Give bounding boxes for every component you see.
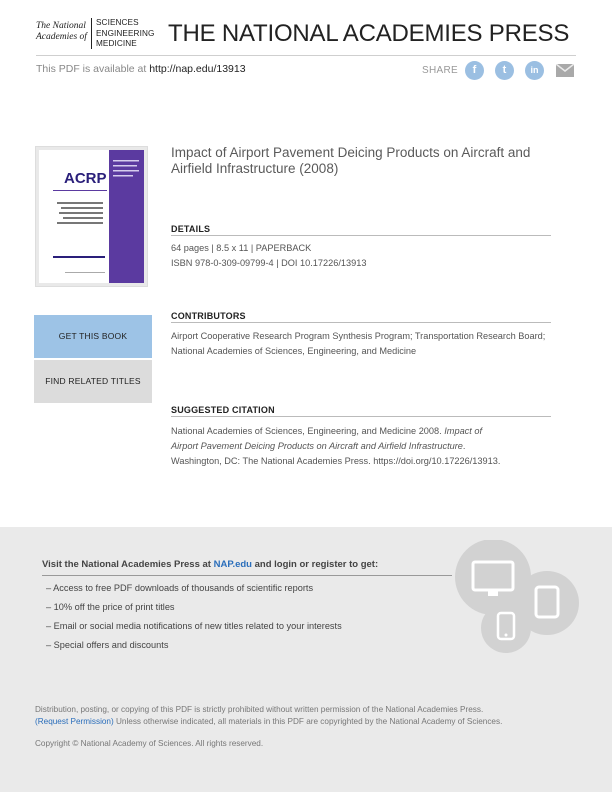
logo-wordmark [36, 21, 88, 43]
citation-title-part: Impact of [444, 426, 483, 436]
facebook-icon[interactable]: f [465, 61, 484, 80]
book-url-link[interactable]: http://nap.edu/13913 [149, 63, 246, 75]
distribution-notice: Distribution, posting, or copying of this PDF is strictly prohibited without written permission of the National Academies Press. [35, 705, 484, 714]
cover-page [39, 150, 144, 283]
details-divider [171, 235, 551, 236]
linkedin-icon[interactable]: in [525, 61, 544, 80]
cover-acrp-label: ACRP [64, 170, 107, 187]
nas-logo[interactable] [36, 18, 160, 50]
contributors-text: Airport Cooperative Research Program Synthesis Program; Transportation Research Board; National Academies of Sciences, Engineering, and Medicine [171, 331, 546, 356]
copyright-line: Copyright © National Academy of Sciences. All rights reserved. [35, 739, 264, 748]
document-title: Impact of Airport Pavement Deicing Products on Aircraft and Airfield Infrastructure (2008) [171, 145, 531, 176]
share-label: SHARE [422, 65, 458, 76]
availability-prefix: This PDF is available at [36, 63, 147, 75]
promo-item: – 10% off the price of print titles [46, 602, 175, 612]
promo-prefix: Visit the National Academies Press at [42, 559, 214, 570]
details-heading: DETAILS [171, 224, 211, 234]
promo-suffix: and login or register to get: [251, 559, 379, 570]
citation-punct: . [462, 441, 466, 451]
citation-text [171, 424, 553, 469]
citation-title-part: Airport Pavement Deicing Products on Aircraft and Airfield Infrastructure [171, 441, 463, 451]
citation-line [171, 424, 553, 439]
nap-edu-link[interactable]: NAP.edu [213, 559, 252, 570]
contributors-heading: CONTRIBUTORS [171, 311, 246, 321]
header-divider [36, 55, 576, 56]
permission-notice [35, 716, 502, 728]
book-cover[interactable] [35, 146, 148, 287]
press-title: THE NATIONAL ACADEMIES PRESS [168, 20, 570, 47]
citation-authors: National Academies of Sciences, Engineering, and Medicine 2008. [171, 426, 445, 436]
promo-item: – Access to free PDF downloads of thousands of scientific reports [46, 583, 314, 593]
devices-icon [450, 540, 585, 655]
promo-divider [42, 575, 452, 576]
promo-item: – Special offers and discounts [46, 640, 169, 650]
availability-line [36, 63, 246, 75]
logo-medicine: MEDICINE [96, 39, 137, 48]
get-this-book-button[interactable]: GET THIS BOOK [34, 315, 152, 358]
details-pages: 64 pages | 8.5 x 11 | PAPERBACK [171, 243, 312, 253]
promo-item: – Email or social media notifications of new titles related to your interests [46, 621, 342, 631]
logo-line: Academies of [36, 32, 87, 42]
logo-divider [91, 18, 92, 49]
logo-engineering: ENGINEERING [96, 28, 155, 38]
twitter-icon[interactable]: t [495, 61, 514, 80]
cover-band-text [109, 150, 144, 190]
citation-heading: SUGGESTED CITATION [171, 405, 275, 415]
citation-line [171, 439, 553, 454]
citation-divider [171, 416, 551, 417]
email-icon[interactable] [556, 64, 574, 77]
promo-heading [42, 559, 378, 570]
details-text [171, 241, 553, 271]
find-related-titles-button[interactable]: FIND RELATED TITLES [34, 360, 152, 403]
details-isbn: ISBN 978-0-309-09799-4 | DOI 10.17226/13913 [171, 258, 367, 268]
citation-publisher: Washington, DC: The National Academies Press. https://doi.org/10.17226/13913. [171, 456, 501, 466]
logo-sem [96, 18, 154, 50]
logo-line: The National [36, 21, 86, 31]
request-permission-link[interactable]: (Request Permission) [35, 717, 114, 726]
logo-sciences: SCIENCES [96, 18, 139, 27]
copyright-notice-text: Unless otherwise indicated, all materials in this PDF are copyrighted by the National Academy of Sciences. [113, 717, 503, 726]
contributors-divider [171, 322, 551, 323]
